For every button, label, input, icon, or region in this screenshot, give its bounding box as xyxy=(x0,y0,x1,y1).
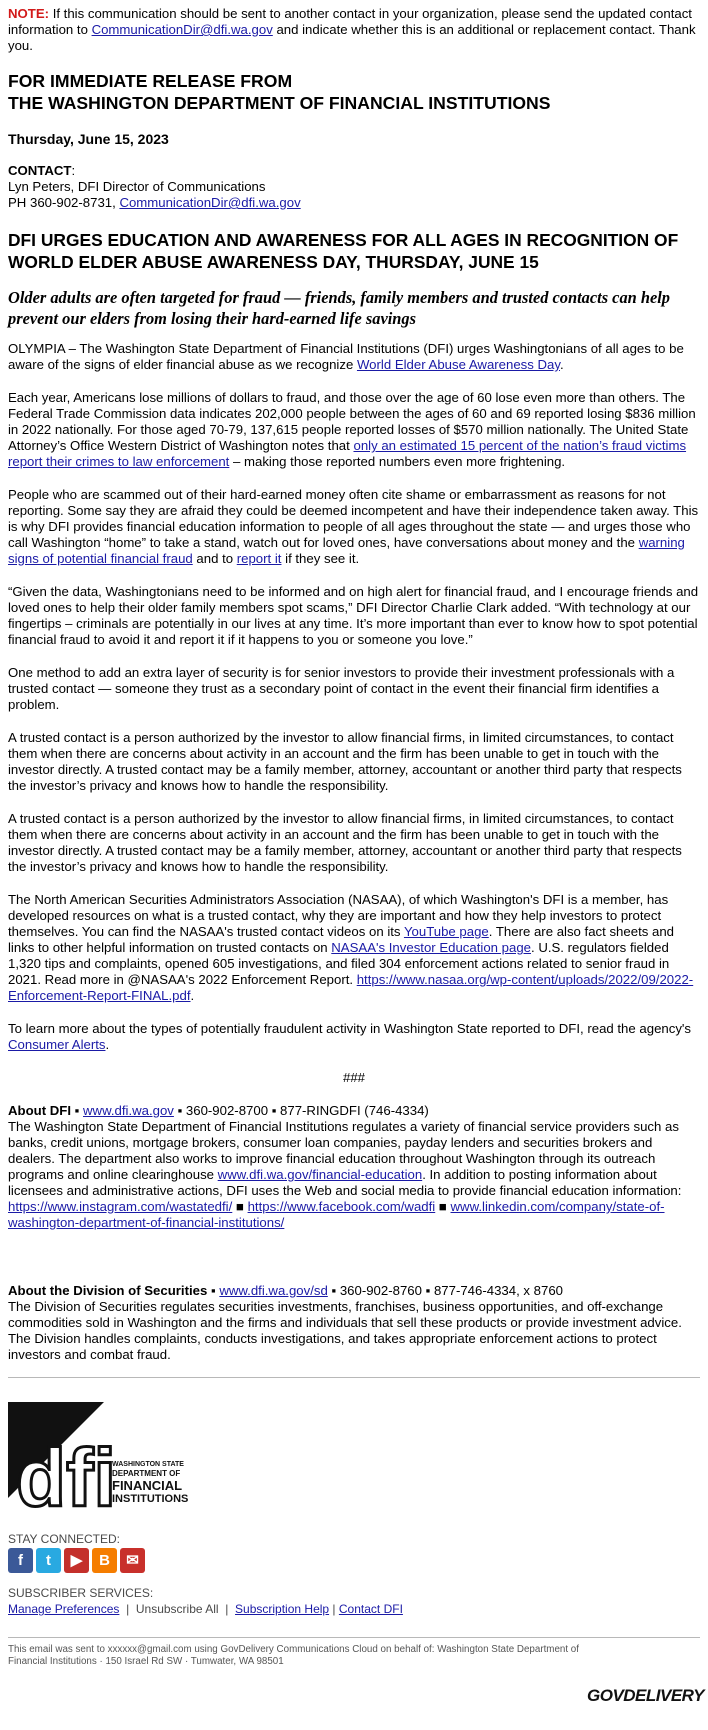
p8-text: The North American Securities Administrators Association (NASAA), of which Washington's DFI is a member, has developed resources on what is a trusted contact, why they are important and how they help investors to protect themselves. You can find the NASAA's trusted contact videos on its xyxy=(8,892,669,939)
p3-end: if they see it. xyxy=(281,551,360,566)
nasaa-education-link[interactable]: NASAA's Investor Education page xyxy=(331,940,531,955)
about-securities-title: About the Division of Securities xyxy=(8,1283,208,1298)
paragraph-2 xyxy=(8,390,700,470)
linkedin-link[interactable]: www.linkedin.com/company/state-of-washington-department-of-financial-institutions/ xyxy=(8,1199,665,1230)
contact-label: CONTACT xyxy=(8,163,72,178)
note-email-link[interactable]: CommunicationDir@dfi.wa.gov xyxy=(91,22,273,37)
square-sep-2: ■ xyxy=(435,1199,451,1214)
p8-end: . xyxy=(190,988,195,1003)
about-securities-text: The Division of Securities regulates securities investments, franchises, business opportunities, and off-exchange commodities sold in Washington and the firms and individuals that sell these products or provide investment advice. The Division handles complaints, conducts investigations, and takes appropriate enforcement actions to protect investors and combat fraud. xyxy=(8,1299,682,1362)
headline: DFI URGES EDUCATION AND AWARENESS FOR ALL AGES IN RECOGNITION OF WORLD ELDER ABUSE AWARENESS DAY, THURSDAY, JUNE 15 xyxy=(8,230,679,272)
subheadline: Older adults are often targeted for fraud — friends, family members and trusted contacts can help prevent our elders from losing their hard-earned life savings xyxy=(8,288,670,328)
logo-line-3: FINANCIAL xyxy=(112,1478,183,1493)
logo-mark-text: dfi xyxy=(16,1433,117,1524)
paragraph-9 xyxy=(8,1021,700,1053)
release-heading xyxy=(8,70,700,114)
subscriber-links xyxy=(8,1601,700,1617)
youtube-icon[interactable]: ▶ xyxy=(64,1548,89,1573)
email-icon[interactable]: ✉ xyxy=(120,1548,145,1573)
facebook-link[interactable]: https://www.facebook.com/wadfi xyxy=(247,1199,436,1214)
p8-mid-2: . U.S. regulators fielded 1,320 tips and complaints, opened 605 investigations, and filed 304 enforcement actions related to senior fraud in 2021. Read more in @NASAA's 2022 Enforcement Report. xyxy=(8,940,670,987)
fraud-report-stat-link[interactable]: only an estimated 15 percent of the nation’s fraud victims report their crimes to law enforcement xyxy=(8,438,687,469)
paragraph-1 xyxy=(8,341,700,373)
email-body xyxy=(8,6,700,1668)
manage-preferences-link[interactable]: Manage Preferences xyxy=(8,1602,120,1616)
link-sep-2: | xyxy=(218,1602,236,1616)
paragraph-5: One method to add an extra layer of security is for senior investors to provide their investment professionals with a trusted contact — someone they trust as a secondary point of contact in the event their financial firm identifies a problem. xyxy=(8,665,675,712)
facebook-icon[interactable]: f xyxy=(8,1548,33,1573)
financial-education-link[interactable]: www.dfi.wa.gov/financial-education xyxy=(217,1167,423,1182)
report-it-link[interactable]: report it xyxy=(236,551,282,566)
about-dfi xyxy=(8,1103,700,1231)
about-dfi-title: About DFI xyxy=(8,1103,71,1118)
youtube-page-link[interactable]: YouTube page xyxy=(403,924,489,939)
footer-small-print: This email was sent to xxxxxx@gmail.com using GovDelivery Communications Cloud on behalf of: Washington State Department of Financial Institutions · 150 Israel Rd SW · Tumwater, WA 98501 xyxy=(8,1644,579,1667)
p8-mid-1: . There are also fact sheets and links to other helpful information on trusted contacts on xyxy=(8,924,674,955)
p3-mid: and to xyxy=(192,551,237,566)
contact-phone: PH 360-902-8731, xyxy=(8,195,120,210)
logo-line-4: INSTITUTIONS xyxy=(112,1493,189,1505)
link-sep-3: | xyxy=(329,1602,339,1616)
paragraph-3 xyxy=(8,487,700,567)
release-line-2: THE WASHINGTON DEPARTMENT OF FINANCIAL INSTITUTIONS xyxy=(8,93,551,113)
link-sep-1: | xyxy=(119,1602,136,1616)
note-text-end: and indicate whether this is an additional or replacement contact. Thank you. xyxy=(8,22,696,53)
release-line-1: FOR IMMEDIATE RELEASE FROM xyxy=(8,71,293,91)
subscriber-services-label: SUBSCRIBER SERVICES: xyxy=(8,1586,154,1600)
instagram-link[interactable]: https://www.instagram.com/wastatedfi/ xyxy=(8,1199,233,1214)
logo-line-1: WASHINGTON STATE xyxy=(112,1461,184,1468)
subscription-help-link[interactable]: Subscription Help xyxy=(235,1602,330,1616)
contact-colon: : xyxy=(71,163,76,178)
twitter-icon[interactable]: t xyxy=(36,1548,61,1573)
note-label: NOTE: xyxy=(8,6,50,21)
p1-text: OLYMPIA – The Washington State Department of Financial Institutions (DFI) urges Washingtonians of all ages to be aware of the signs of elder financial abuse as we recognize xyxy=(8,341,684,372)
bullet-sep-2: ▪ xyxy=(207,1283,220,1298)
stay-connected-label: STAY CONNECTED: xyxy=(8,1532,121,1546)
contact-block xyxy=(8,163,700,211)
p3-text: People who are scammed out of their hard-earned money often cite shame or embarrassment as reasons for not reporting. Some say they are afraid they could be deemed incompetent and have their independence taken away. This is why DFI provides financial education information to people of all ages throughout the state — and urges those who call Washington “home” to take a stand, watch out for loved ones, have conversations about money and the xyxy=(8,487,699,550)
p9-end: . xyxy=(105,1037,110,1052)
paragraph-6: A trusted contact is a person authorized by the investor to allow financial firms, in limited circumstances, to contact them when there are concerns about activity in an account and the firm has been unable to get in touch with the investor directly. A trusted contact may be a family member, attorney, accountant or another third party that respects the investor’s privacy and knows how to handle the responsibility. xyxy=(8,730,682,793)
social-icons xyxy=(8,1548,700,1573)
dfi-logo xyxy=(8,1402,208,1527)
paragraph-4: “Given the data, Washingtonians need to be informed and on high alert for financial fraud, and I encourage friends and loved ones to help their older family members spot scams,” DFI Director Charlie Clark added. “With technology at our fingertips – criminals are potentially in our lives at any time. It’s more important than ever to know how to spot potential financial fraud to avoid it and report it if it happens to you or someone you love.” xyxy=(8,584,699,647)
footer-divider-2 xyxy=(8,1637,700,1638)
contact-name: Lyn Peters, DFI Director of Communications xyxy=(8,179,266,194)
contact-dfi-link[interactable]: Contact DFI xyxy=(338,1602,403,1616)
p1-end: . xyxy=(560,357,564,372)
p9-text: To learn more about the types of potentially fraudulent activity in Washington State reported to DFI, read the agency's xyxy=(8,1021,692,1036)
blogger-icon[interactable]: B xyxy=(92,1548,117,1573)
unsubscribe-all-text[interactable]: Unsubscribe All xyxy=(135,1602,219,1616)
dfi-website-link[interactable]: www.dfi.wa.gov xyxy=(83,1103,174,1118)
enforcement-report-link[interactable]: https://www.nasaa.org/wp-content/uploads/2022/09/2022-Enforcement-Report-FINAL.pdf xyxy=(8,972,694,1003)
paragraph-8 xyxy=(8,892,700,1004)
release-date: Thursday, June 15, 2023 xyxy=(8,131,169,147)
contact-email-link[interactable]: CommunicationDir@dfi.wa.gov xyxy=(119,195,301,210)
bullet-sep: ▪ xyxy=(71,1103,84,1118)
govdelivery-brand: GOVDELIVERY xyxy=(587,1686,704,1705)
dfi-logo-mark xyxy=(8,1402,208,1527)
note-text: If this communication should be sent to another contact in your organization, please send the updated contact information to xyxy=(8,6,692,37)
paragraph-7: A trusted contact is a person authorized by the investor to allow financial firms, in limited circumstances, to contact them when there are concerns about activity in an account and the firm has been unable to get in touch with the investor directly. A trusted contact may be a family member, attorney, accountant or another third party that respects the investor’s privacy and knows how to handle the responsibility. xyxy=(8,811,682,874)
warning-signs-link[interactable]: warning signs of potential financial fraud xyxy=(8,535,685,566)
govdelivery-logo xyxy=(587,1688,704,1704)
about-dfi-text-2: . In addition to posting information about licensees and administrative actions, DFI uses the Web and social media to provide financial education information: xyxy=(8,1167,682,1198)
securities-website-link[interactable]: www.dfi.wa.gov/sd xyxy=(219,1283,328,1298)
logo-line-2: DEPARTMENT OF xyxy=(112,1469,181,1478)
about-securities xyxy=(8,1283,700,1363)
separator: ### xyxy=(342,1070,365,1085)
p2-end: – making those reported numbers even more frightening. xyxy=(229,454,566,469)
footer-divider xyxy=(8,1377,700,1378)
square-sep: ■ xyxy=(232,1199,248,1214)
about-dfi-text-1: The Washington State Department of Financial Institutions regulates a variety of financial service providers such as banks, credit unions, mortgage brokers, consumer loan companies, payday lenders and securities brokers and dealers. The department also works to improve financial education throughout Washington through its outreach programs and online clearinghouse xyxy=(8,1119,679,1182)
p2-text: Each year, Americans lose millions of dollars to fraud, and those over the age of 60 lose even more than others. The Federal Trade Commission data indicates 202,000 people between the ages of 60 and 69 reported losing $836 million in 2022 nationally. For those aged 70-79, 137,615 people reported losses of $570 million nationally. The United State Attorney’s Office Western District of Washington notes that xyxy=(8,390,696,453)
note-paragraph xyxy=(8,6,700,54)
elder-abuse-day-link[interactable]: World Elder Abuse Awareness Day xyxy=(356,357,560,372)
consumer-alerts-link[interactable]: Consumer Alerts xyxy=(8,1037,106,1052)
about-dfi-contacts: ▪ 360-902-8700 ▪ 877-RINGDFI (746-4334) xyxy=(173,1103,429,1118)
about-securities-contacts: ▪ 360-902-8760 ▪ 877-746-4334, x 8760 xyxy=(327,1283,563,1298)
